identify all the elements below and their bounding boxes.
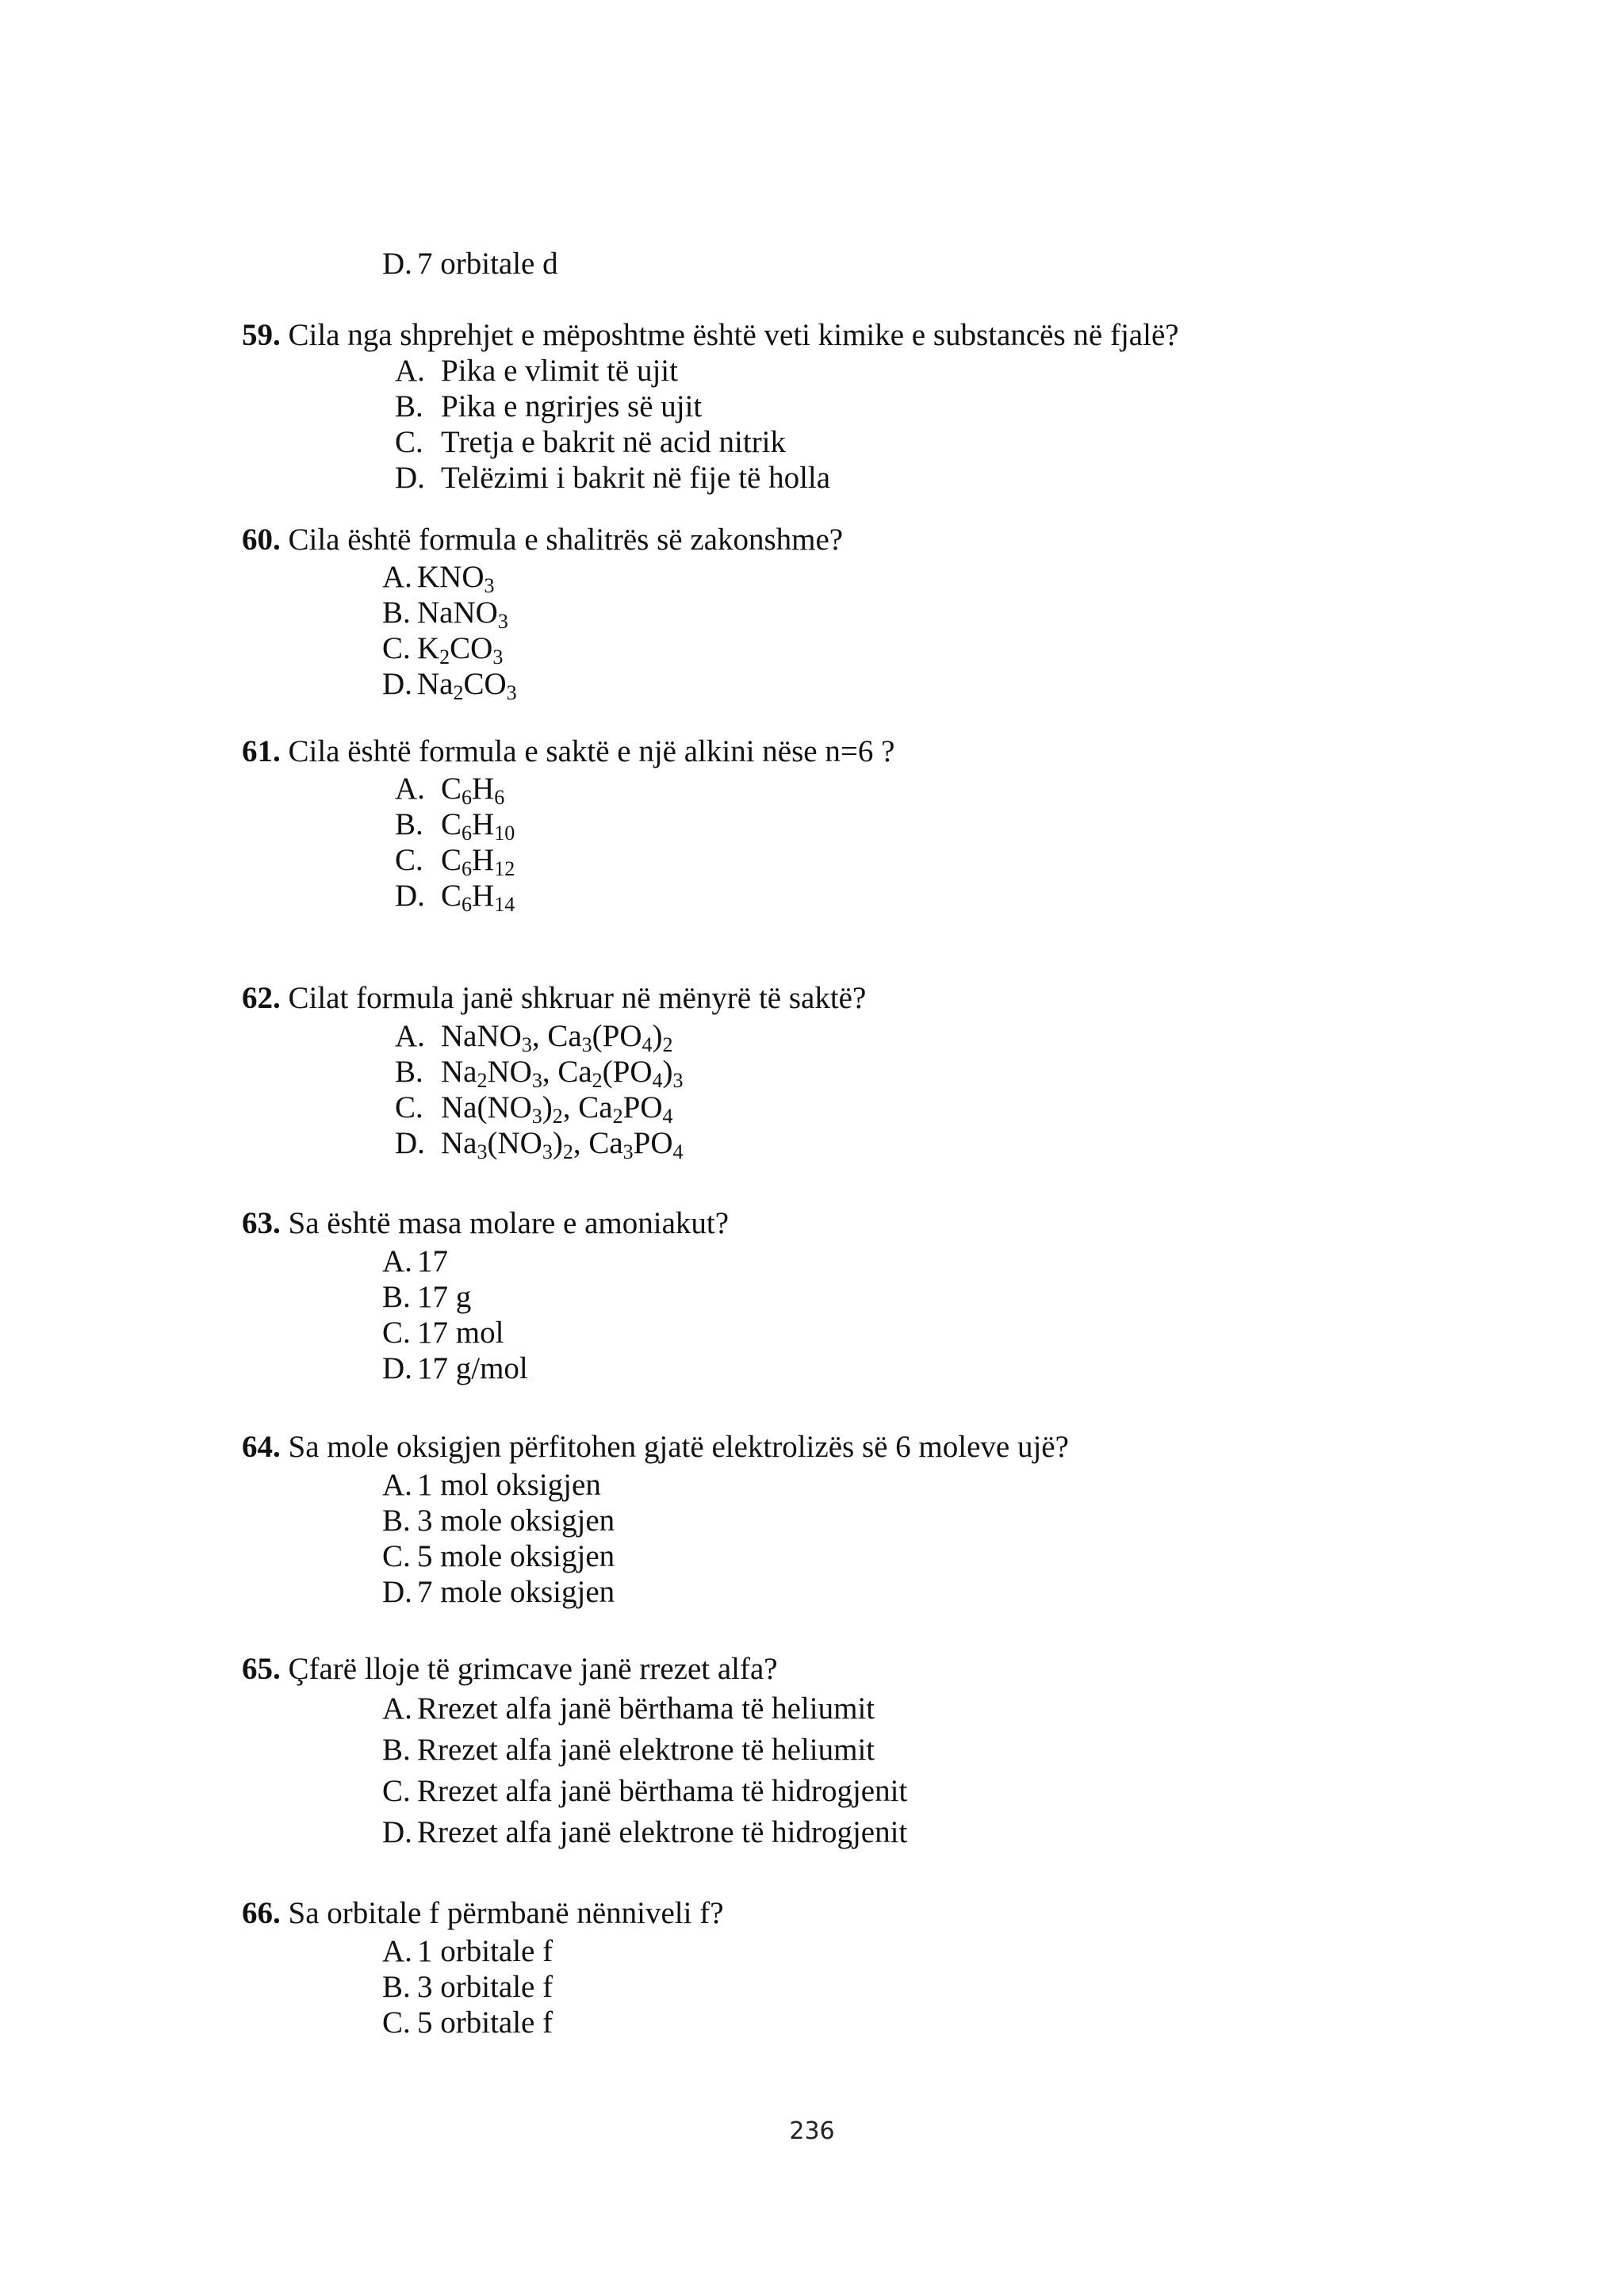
option-formula: NaNO$_3$	[417, 596, 508, 633]
option-63-a	[382, 1243, 448, 1280]
option-letter: C.	[395, 425, 423, 459]
option-64-c	[382, 1538, 615, 1575]
question-number: 66.	[242, 1896, 281, 1930]
option-text: 17	[417, 1244, 448, 1278]
option-formula: $KNO_3$	[417, 560, 495, 597]
question-text: Cila është formula e shalitrës së zakonshme?	[288, 523, 844, 557]
option-letter: D.	[382, 1815, 412, 1849]
option-formula: $C_6H_{10}$	[441, 807, 515, 845]
option-66-b	[382, 1969, 553, 2006]
question-59	[242, 317, 1179, 354]
option-text: 17 mol	[417, 1316, 504, 1350]
question-number: 59.	[242, 318, 281, 352]
option-61-a	[395, 771, 504, 807]
option-letter: D.	[382, 667, 412, 701]
continuation-option	[382, 246, 558, 282]
question-text: Sa është masa molare e amoniakut?	[288, 1206, 730, 1240]
question-65	[242, 1651, 778, 1688]
option-text: Rrezet alfa janë elektrone të heliumit	[417, 1733, 875, 1767]
question-63	[242, 1205, 729, 1242]
option-text: Rrezet alfa janë bërthama të hidrogjenit	[417, 1774, 908, 1808]
option-formula: $Na_2NO_3$, $Ca_2(PO_4)_3$	[441, 1055, 684, 1092]
option-letter: D.	[382, 1575, 412, 1609]
option-62-d	[395, 1125, 684, 1162]
option-formula: $Na_2CO_3$	[417, 667, 517, 704]
option-text: 17 g	[417, 1280, 472, 1314]
option-letter: B.	[382, 1504, 411, 1538]
question-number: 60.	[242, 523, 281, 557]
option-letter: A.	[382, 1244, 412, 1278]
option-66-a	[382, 1933, 553, 1970]
option-text: Rrezet alfa janë bërthama të heliumit	[417, 1691, 875, 1726]
option-letter: A.	[382, 560, 412, 594]
option-59-a	[395, 353, 678, 389]
option-65-c	[382, 1773, 907, 1810]
option-63-b	[382, 1279, 471, 1316]
option-letter: C.	[382, 1316, 411, 1350]
option-65-d	[382, 1814, 907, 1851]
question-text: Cilat formula janë shkruar në mënyrë të saktë?	[288, 981, 867, 1015]
option-letter: C.	[382, 2006, 411, 2040]
option-letter: D.	[395, 461, 425, 495]
option-letter: A.	[395, 772, 425, 806]
option-letter: C.	[382, 1774, 411, 1808]
option-text: 1 orbitale f	[417, 1934, 553, 1968]
option-text: Pika e ngrirjes së ujit	[441, 389, 703, 423]
option-letter: A.	[382, 1468, 412, 1502]
question-number: 62.	[242, 981, 281, 1015]
option-letter: B.	[382, 596, 411, 630]
option-letter: C.	[395, 1090, 423, 1124]
option-60-d	[382, 666, 517, 703]
option-text: 5 orbitale f	[417, 2006, 553, 2040]
option-formula: $C_6H_{12}$	[441, 843, 515, 880]
option-59-c	[395, 424, 786, 461]
option-59-b	[395, 389, 702, 425]
question-number: 61.	[242, 734, 281, 768]
option-letter: B.	[382, 1970, 411, 2004]
option-text: 3 mole oksigjen	[417, 1504, 615, 1538]
option-letter: C.	[382, 1539, 411, 1573]
option-text: 3 orbitale f	[417, 1970, 553, 2004]
option-60-c	[382, 630, 503, 667]
option-formula: $K_2CO_3$	[417, 631, 504, 669]
question-number: 64.	[242, 1430, 281, 1464]
option-text: 1 mol oksigjen	[417, 1468, 601, 1502]
option-letter: B.	[395, 389, 423, 423]
option-formula: $C_6H_6$	[441, 772, 505, 809]
option-letter: B.	[395, 807, 423, 841]
page-number: 236	[789, 2117, 835, 2145]
question-64	[242, 1429, 1069, 1465]
option-64-a	[382, 1467, 601, 1504]
option-letter: D.	[382, 247, 412, 281]
question-text: Çfarë lloje të grimcave janë rrezet alfa?	[288, 1652, 778, 1686]
option-letter: A.	[395, 1019, 425, 1053]
option-letter: B.	[382, 1280, 411, 1314]
question-text: Sa mole oksigjen përfitohen gjatë elektrolizës së 6 moleve ujë?	[288, 1430, 1069, 1464]
option-62-a	[395, 1018, 672, 1055]
option-66-c	[382, 2005, 553, 2041]
option-59-d	[395, 460, 830, 496]
option-letter: A.	[382, 1691, 412, 1726]
question-62	[242, 980, 866, 1017]
question-60	[242, 522, 843, 558]
option-text: Tretja e bakrit në acid nitrik	[441, 425, 787, 459]
option-letter: D.	[395, 1126, 425, 1160]
option-letter: B.	[395, 1055, 423, 1089]
option-63-c	[382, 1315, 504, 1351]
option-letter: C.	[395, 843, 423, 877]
option-text: Pika e vlimit të ujit	[441, 354, 678, 388]
option-62-b	[395, 1054, 684, 1090]
option-text: Rrezet alfa janë elektrone të hidrogjenit	[417, 1815, 908, 1849]
option-formula: $Na_3(NO_3)_2$, $Ca_3PO_4$	[441, 1126, 684, 1163]
option-letter: B.	[382, 1733, 411, 1767]
option-60-b	[382, 595, 508, 631]
option-text: 17 g/mol	[417, 1351, 528, 1385]
option-65-a	[382, 1691, 875, 1727]
option-65-b	[382, 1732, 875, 1768]
question-text: Cila është formula e saktë e një alkini nëse n=6 ?	[288, 734, 895, 768]
option-formula: $C_6H_{14}$	[441, 879, 515, 916]
question-66	[242, 1895, 724, 1932]
option-text: Telëzimi i bakrit në fije të holla	[441, 461, 831, 495]
option-text: 7 orbitale d	[417, 247, 558, 281]
option-letter: A.	[382, 1934, 412, 1968]
option-letter: D.	[382, 1351, 412, 1385]
option-text: 5 mole oksigjen	[417, 1539, 615, 1573]
option-formula: NaNO$_3$, $Ca_3(PO_4)_2$	[441, 1019, 673, 1056]
question-number: 65.	[242, 1652, 281, 1686]
option-text: 7 mole oksigjen	[417, 1575, 615, 1609]
option-61-d	[395, 878, 515, 914]
question-text: Sa orbitale f përmbanë nënniveli f?	[288, 1896, 724, 1930]
option-formula: $Na(NO_3)_2$, $Ca_2PO_4$	[441, 1090, 673, 1128]
option-61-b	[395, 806, 515, 843]
option-62-c	[395, 1090, 672, 1126]
option-63-d	[382, 1350, 528, 1387]
question-61	[242, 734, 894, 770]
option-letter: D.	[395, 879, 425, 913]
question-number: 63.	[242, 1206, 281, 1240]
option-61-c	[395, 842, 515, 879]
option-60-a	[382, 559, 495, 596]
option-64-d	[382, 1574, 615, 1611]
question-text: Cila nga shprehjet e mëposhtme është veti kimike e substancës në fjalë?	[288, 318, 1179, 352]
option-64-b	[382, 1503, 615, 1539]
option-letter: C.	[382, 631, 411, 665]
option-letter: A.	[395, 354, 425, 388]
